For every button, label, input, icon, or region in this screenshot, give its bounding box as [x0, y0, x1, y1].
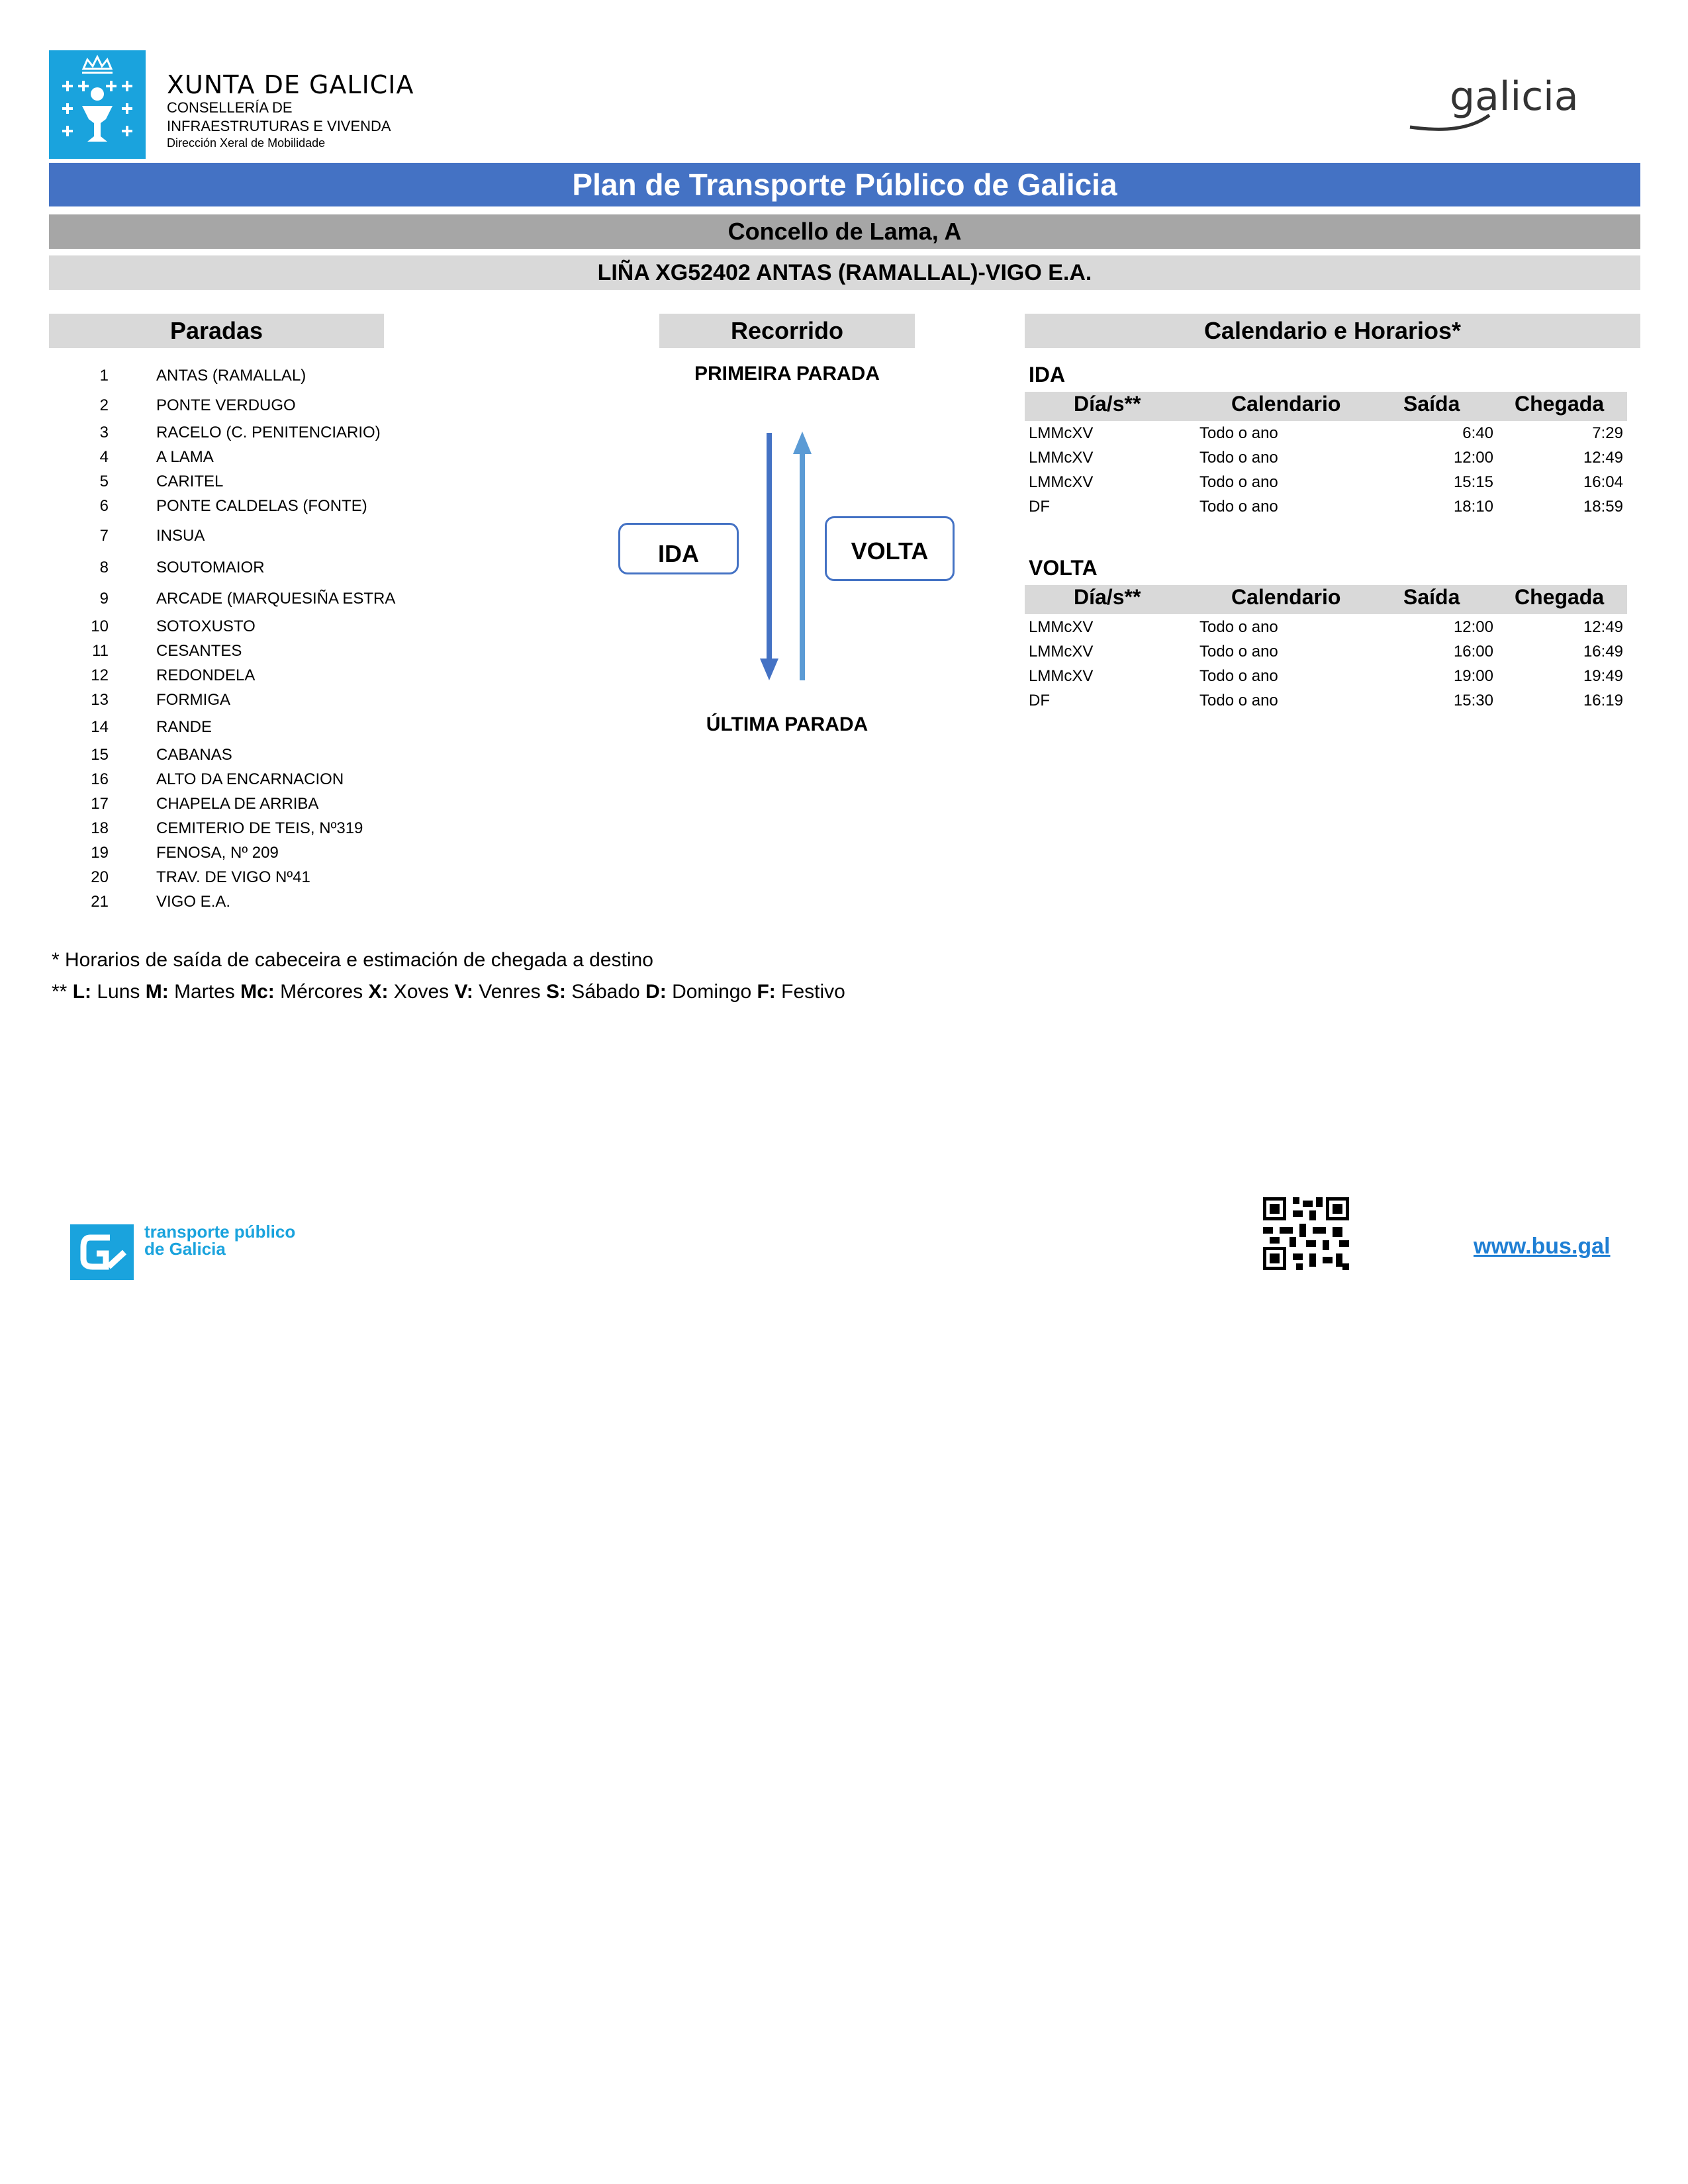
schedule-row [1025, 664, 1627, 688]
legend-code: S: [545, 981, 566, 1003]
calendario-header: Calendario e Horarios* [1025, 314, 1640, 348]
row-calendar: Todo o ano [1199, 643, 1278, 660]
stop-name: FENOSA, Nº 209 [156, 844, 279, 862]
schedule-row [1025, 615, 1627, 639]
stop-name: CHAPELA DE ARRIBA [156, 795, 319, 813]
row-departure: 12:00 [1453, 449, 1493, 467]
legend-text: Venres [473, 981, 546, 1003]
stop-name: SOTOXUSTO [156, 617, 256, 635]
tpg-logo-text-line1: transporte público [144, 1222, 296, 1242]
legend-text: Domingo [666, 981, 757, 1003]
org-dept-line1: CONSELLERÍA DE [167, 99, 293, 116]
legend-code: X: [368, 981, 389, 1003]
row-days: LMMcXV [1029, 618, 1094, 636]
stop-number: 9 [99, 590, 109, 608]
plan-banner: Plan de Transporte Público de Galicia [49, 163, 1640, 206]
stop-number: 4 [99, 448, 109, 466]
row-departure: 18:10 [1453, 498, 1493, 516]
legend-code: F: [757, 981, 776, 1003]
schedule-row [1025, 689, 1627, 713]
row-arrival: 16:49 [1583, 643, 1623, 660]
xunta-shield-logo [49, 50, 146, 159]
row-days: LMMcXV [1029, 424, 1094, 442]
row-arrival: 18:59 [1583, 498, 1623, 516]
legend-prefix: ** [52, 981, 73, 1003]
schedule-row [1025, 640, 1627, 664]
stop-number: 18 [91, 819, 109, 837]
row-days: LMMcXV [1029, 449, 1094, 467]
paradas-header: Paradas [49, 314, 384, 348]
legend-text: Xoves [388, 981, 455, 1003]
col-calendar-header: Calendario [1231, 392, 1341, 416]
stop-name: PONTE CALDELAS (FONTE) [156, 497, 367, 515]
legend-code: V: [454, 981, 473, 1003]
stop-number: 2 [99, 396, 109, 414]
down-arrow-icon [760, 433, 778, 680]
concello-banner: Concello de Lama, A [49, 214, 1640, 249]
stop-name: CEMITERIO DE TEIS, Nº319 [156, 819, 363, 837]
stop-name: PONTE VERDUGO [156, 396, 296, 414]
legend-code: L: [72, 981, 92, 1003]
stop-number: 3 [99, 424, 109, 441]
route-direction-arrows [755, 430, 827, 682]
stop-number: 14 [91, 718, 109, 736]
row-calendar: Todo o ano [1199, 667, 1278, 685]
row-departure: 15:15 [1453, 473, 1493, 491]
row-arrival: 19:49 [1583, 667, 1623, 685]
stop-name: CARITEL [156, 473, 224, 490]
stop-number: 21 [91, 893, 109, 911]
stop-name: INSUA [156, 527, 205, 545]
stop-name: RANDE [156, 718, 212, 736]
volta-schedule-title: VOLTA [1029, 556, 1098, 580]
row-calendar: Todo o ano [1199, 473, 1278, 491]
legend-text: Festivo [775, 981, 845, 1003]
stop-number: 6 [99, 497, 109, 515]
stop-number: 10 [91, 617, 109, 635]
schedule-row [1025, 495, 1627, 519]
footnote-days-legend [52, 981, 845, 1003]
schedule-row [1025, 422, 1627, 445]
stop-name: CESANTES [156, 642, 242, 660]
col-arrival-header: Chegada [1515, 392, 1605, 416]
stop-number: 1 [99, 367, 109, 385]
legend-text: Mércores [274, 981, 369, 1003]
svg-text:galicia: galicia [1450, 73, 1579, 120]
row-arrival: 16:04 [1583, 473, 1623, 491]
row-calendar: Todo o ano [1199, 692, 1278, 709]
stop-number: 12 [91, 666, 109, 684]
stop-name: ARCADE (MARQUESIÑA ESTRA [156, 590, 396, 608]
legend-code: M: [145, 981, 169, 1003]
row-calendar: Todo o ano [1199, 618, 1278, 636]
row-days: LMMcXV [1029, 667, 1094, 685]
volta-direction-box: VOLTA [825, 516, 955, 581]
stop-name: SOUTOMAIOR [156, 559, 265, 576]
stop-name: RACELO (C. PENITENCIARIO) [156, 424, 381, 441]
stop-number: 17 [91, 795, 109, 813]
row-calendar: Todo o ano [1199, 449, 1278, 467]
col-days-header: Día/s** [1074, 392, 1141, 416]
row-days: LMMcXV [1029, 473, 1094, 491]
row-calendar: Todo o ano [1199, 498, 1278, 516]
volta-schedule-header [1025, 585, 1627, 614]
org-dept-line2: INFRAESTRUTURAS E VIVENDA [167, 118, 391, 134]
row-arrival: 12:49 [1583, 618, 1623, 636]
row-arrival: 7:29 [1592, 424, 1623, 442]
legend-code: D: [645, 981, 667, 1003]
ida-direction-box: IDA [618, 523, 739, 574]
tpg-logo-text-line2: de Galicia [144, 1239, 226, 1259]
stop-name: TRAV. DE VIGO Nº41 [156, 868, 310, 886]
stop-number: 13 [91, 691, 109, 709]
stop-name: FORMIGA [156, 691, 230, 709]
row-calendar: Todo o ano [1199, 424, 1278, 442]
row-arrival: 16:19 [1583, 692, 1623, 709]
col-calendar-header: Calendario [1231, 585, 1341, 609]
org-directorate: Dirección Xeral de Mobilidade [167, 136, 326, 150]
legend-text: Martes [168, 981, 241, 1003]
row-days: DF [1029, 498, 1050, 516]
col-arrival-header: Chegada [1515, 585, 1605, 609]
schedule-row [1025, 471, 1627, 494]
row-departure: 19:00 [1453, 667, 1493, 685]
stop-number: 19 [91, 844, 109, 862]
row-departure: 16:00 [1453, 643, 1493, 660]
qr-code-icon [1263, 1197, 1349, 1271]
row-days: LMMcXV [1029, 643, 1094, 660]
row-departure: 12:00 [1453, 618, 1493, 636]
col-departure-header: Saída [1403, 392, 1460, 416]
stop-name: VIGO E.A. [156, 893, 231, 911]
col-departure-header: Saída [1403, 585, 1460, 609]
org-title: XUNTA DE GALICIA [167, 70, 414, 99]
schedule-row [1025, 446, 1627, 470]
line-banner: LIÑA XG52402 ANTAS (RAMALLAL)-VIGO E.A. [49, 255, 1640, 290]
stop-number: 16 [91, 770, 109, 788]
up-arrow-icon [793, 432, 812, 680]
footnote-schedule: * Horarios de saída de cabeceira e estimación de chegada a destino [52, 949, 653, 971]
legend-text: Luns [91, 981, 146, 1003]
row-arrival: 12:49 [1583, 449, 1623, 467]
recorrido-header: Recorrido [659, 314, 915, 348]
stop-name: CABANAS [156, 746, 232, 764]
col-days-header: Día/s** [1074, 585, 1141, 609]
last-stop-label: ÚLTIMA PARADA [706, 713, 868, 735]
website-link[interactable]: www.bus.gal [1474, 1234, 1611, 1259]
legend-code: Mc: [240, 981, 275, 1003]
first-stop-label: PRIMEIRA PARADA [694, 363, 880, 385]
stop-name: ANTAS (RAMALLAL) [156, 367, 306, 385]
stop-number: 20 [91, 868, 109, 886]
stop-name: A LAMA [156, 448, 214, 466]
stop-number: 11 [92, 642, 109, 660]
galicia-brand-logo [1403, 69, 1615, 142]
stop-number: 8 [99, 559, 109, 576]
legend-text: Sábado [565, 981, 646, 1003]
stop-name: REDONDELA [156, 666, 256, 684]
row-days: DF [1029, 692, 1050, 709]
stop-name: ALTO DA ENCARNACION [156, 770, 344, 788]
stop-number: 15 [91, 746, 109, 764]
stop-number: 7 [99, 527, 109, 545]
row-departure: 6:40 [1462, 424, 1493, 442]
stop-number: 5 [99, 473, 109, 490]
ida-schedule-title: IDA [1029, 363, 1066, 387]
ida-schedule-header [1025, 392, 1627, 421]
row-departure: 15:30 [1453, 692, 1493, 709]
